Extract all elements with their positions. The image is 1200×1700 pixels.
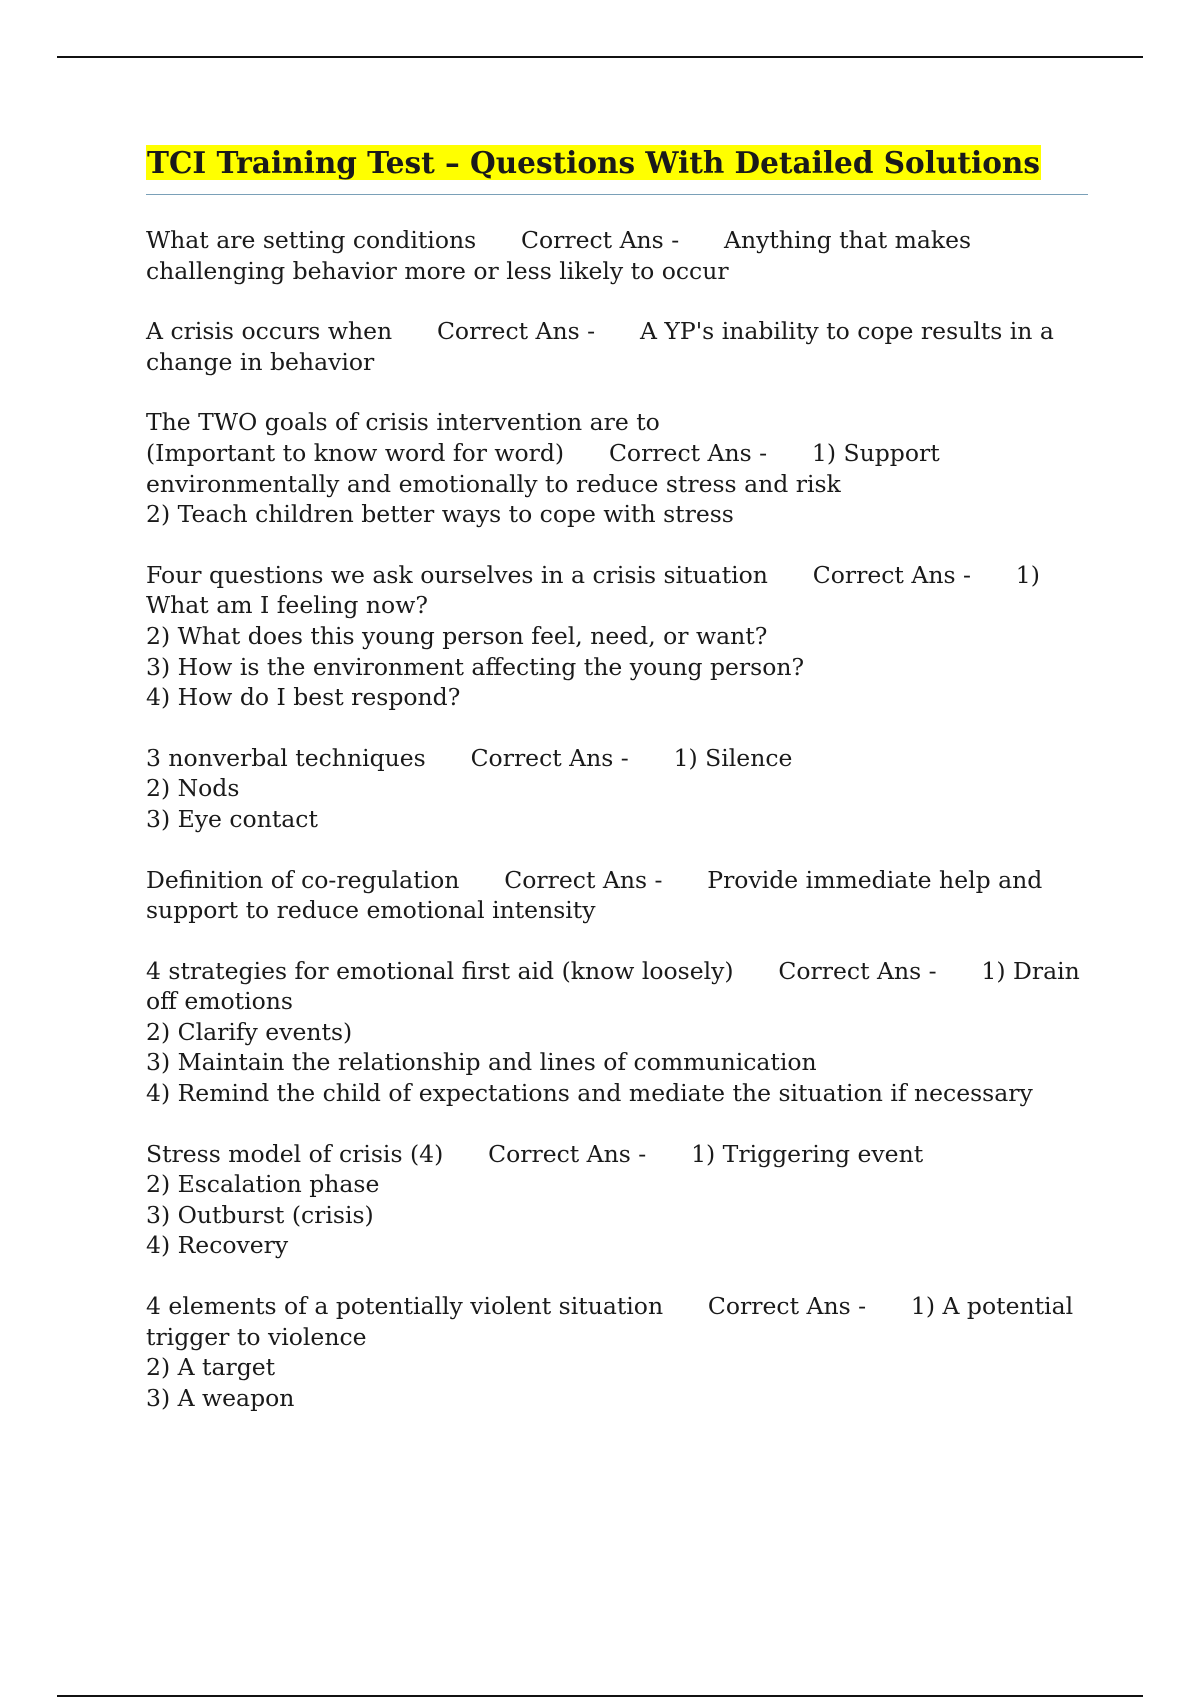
question-text: Definition of co-regulation <box>146 865 460 894</box>
qa-item-1 <box>146 225 1088 286</box>
answer-text: Provide immediate help and support to reduce emotional intensity <box>146 865 1050 925</box>
qa-item-6 <box>146 865 1088 926</box>
question-text: A crisis occurs when <box>146 317 393 346</box>
question-text: 3 nonverbal techniques <box>146 743 426 772</box>
question-text: Stress model of crisis (4) <box>146 1139 444 1168</box>
answer-marker: Correct Ans - <box>608 438 768 467</box>
question-text: 4 strategies for emotional first aid (know loosely) <box>146 956 734 985</box>
document-title: TCI Training Test – Questions With Detailed Solutions <box>147 145 1040 180</box>
answer-marker: Correct Ans - <box>812 560 971 589</box>
answer-marker: Correct Ans - <box>436 317 596 346</box>
title-block <box>146 142 1088 195</box>
answer-text: 1) Silence 2) Nods 3) Eye contact <box>146 743 793 833</box>
answer-text: A YP's inability to cope results in a change in behavior <box>146 317 1062 376</box>
qa-item-7 <box>146 956 1088 1109</box>
qa-item-4 <box>146 560 1088 713</box>
answer-marker: Correct Ans - <box>504 865 663 894</box>
answer-marker: Correct Ans - <box>470 743 629 772</box>
top-rule <box>57 56 1143 58</box>
qa-item-5 <box>146 743 1088 835</box>
answer-text: 1) A potential trigger to violence 2) A target 3) A weapon <box>146 1292 1074 1412</box>
bottom-rule <box>57 1695 1143 1697</box>
document-body <box>146 142 1088 1443</box>
qa-item-3 <box>146 407 1088 529</box>
answer-text: 1) Triggering event 2) Escalation phase 3) Outburst (crisis) 4) Recovery <box>146 1139 924 1260</box>
question-text: The TWO goals of crisis intervention are to (Important to know word for word) <box>146 408 660 467</box>
answer-marker: Correct Ans - <box>707 1292 867 1321</box>
answer-text: 1) Drain off emotions 2) Clarify events) 3) Maintain the relationship and lines of communication 4) Remind the child of expectations and mediate the situation if necessary <box>146 956 1080 1108</box>
qa-item-9 <box>146 1291 1088 1413</box>
answer-text: Anything that makes challenging behavior more or less likely to occur <box>146 226 979 285</box>
answer-text: 1) What am I feeling now? 2) What does this young person feel, need, or want? 3) How is the environment affecting the young person? 4) How do I best respond? <box>146 560 1040 712</box>
answer-marker: Correct Ans - <box>521 226 680 254</box>
qa-item-2 <box>146 316 1088 377</box>
answer-text: 1) Support environmentally and emotionally to reduce stress and risk 2) Teach children better ways to cope with stress <box>146 438 940 529</box>
question-text: 4 elements of a potentially violent situation <box>146 1292 664 1321</box>
qa-item-8 <box>146 1139 1088 1261</box>
answer-marker: Correct Ans - <box>778 956 937 985</box>
question-text: Four questions we ask ourselves in a crisis situation <box>146 560 768 589</box>
answer-marker: Correct Ans - <box>488 1139 647 1168</box>
question-text: What are setting conditions <box>146 226 477 254</box>
